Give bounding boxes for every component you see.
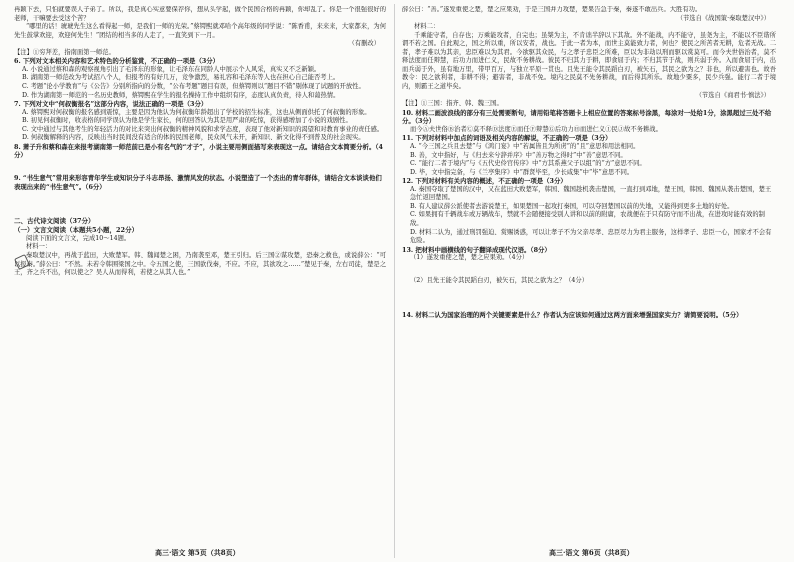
option-11c: C. “能行二者于境内”与《五代史伶官传序》中“方其系燕父子以组”的“方”意思不同。 [410,160,646,168]
page-5-column [14,6,386,542]
section-heading: 二、古代诗文阅读（37分） [14,217,95,226]
option-11d: D. 毕，文中指完备，与《兰亭集序》中“群贤毕至，少长咸集”中“毕”意思不同。 [410,168,634,176]
annotation-note: 【注】①三国：指齐、韩、魏三国。 [402,100,503,108]
option-12b: B. 有人建议薛公派使者去游说楚王，如果楚国一起攻打秦国，可以夺回楚国以前的失地，又能得到更多土地的好处。 [410,202,734,210]
instruction: 阅读下面的文言文，完成10～14题。 [26,234,131,242]
question-7: 7. 下列对文中“何叔衡报名”这部分内容，说法正确的一项是（3分） [14,100,208,109]
option-6c: C. 考题“论小学教育”与《公告》分别所指向的分数，“公布考题”题目有误，但蔡锷则以“题目不错”剔体现了试题的开放性。 [22,83,365,91]
material-1-text: 秦取楚汉中，再战于蓝田，大败楚军。韩、魏闻楚之困，乃南袭至邓，楚王引归。后三国②谋攻楚，恐秦之救也，或说薛公：“可以报秦。”薛公曰：“不然。未若令韩围梁国之中。令五国之使，三国欲伐秦，不应。不应，其欲攻之……”楚见于秦，左右司徒，楚是之王，齐之兵不出，何以使之？吴人从而得利，若使之从其人也。” [14,251,386,277]
annotation-note: 【注】①穷拜差，指南面第一师范。 [14,48,115,56]
source-note: （节选自《战国策·秦取楚汉中》） [676,14,770,22]
page-footer: 高三·语文 第5页（共8页） [155,548,240,557]
question-13-part-2: （2）且先王能令其民蹈白刃，被矢石，其民之欲为之？（4分） [410,276,589,284]
question-10-sentence: 而今Ⓐ夫世俗Ⓑ治者Ⓒ莫不释Ⓓ法度Ⓔ而任Ⓕ辩慧Ⓖ后功力Ⓗ而进仁义Ⓘ民Ⓙ故不务耕战。 [410,125,662,133]
option-6b: B. 湖南第一师范改为考试招八个人，但报考的有好几万，竞争激烈，易礼容和毛泽东等人也在担心自己能否考上。 [22,74,340,82]
option-6d: D. 作为湖南第一师范的一名历史教师，蔡锷熙在学生的报名操持工作中组织有序，态度认真负责，待人和蔼热情。 [22,91,340,99]
option-7b: B. 初见何叔衡时，收表格的同学误认为他是学生家长，何的回答认为其是用严肃的吃惊，获得感增加了小说的戏剧性。 [22,117,352,125]
option-12c: C. 如果拥有千辆战车或万辆战车，禁就不会随便接受别人讲和以前的附庸，农战便在于只有防守而不出战，在进攻时能有效的制敌。 [410,211,765,227]
passage-paragraph: “哪里的话！琥琥先生这么看得起一师，是我们一师的光荣。”蔡锷熙就邓哈个高年级的同学说：“陈香甫，来来来，大家都来，为何先生鼓掌欢迎，欢迎何先生！”团结的相当多的人走了，一直笑到下一月。 [14,23,386,39]
material-2-text: 千乘能守者，自存也；万乘能攻者，自完也；虽桀为主，不肯诎半辞以下其敌。外不能战，内不能守，虽尧为主，不能以不臣谐所谓不若之国。自此观之，国之所以重，所以安者，战也。于此一者为本，而世主莫能致力者，何也？使民之所苦者无耕，危者无战。二者，孝子难以为其亲，忠臣难以为其君。今欲驱其众民，与之孝子忠臣之所难，臣以为非劫以刑而驱以赏莫可。而今夫世俗治者，莫不释法度而任辩慧，后功力而进仁义，民故不务耕战。彼民不归其力于耕，即食屈于内；不归其节于战，则兵弱于外。入而食屈于内，出而兵弱于外，虽有地万里，带甲百万，与独立平原一贯也。且先王能令其民蹈白刃，被矢石，其民之欲为之？非也，所以避害也。故吾教令：民之欲利者，非耕不得；避害者，非战不免。境内之民莫不先务耕战，而后得其所乐。故地少粟多，民少兵强。能行二者于境内，则霸王之道毕矣。 [402,31,776,90]
source-note: （有删改） [348,40,380,48]
option-7a: A. 蔡锷熙对何叔衡的报名感到震惊，主要是因为他认为何叔衡年龄超出了学校的招生标准，这也从侧面供托了何叔衡的形象。 [22,108,371,116]
page-divider [394,4,395,558]
material-label: 材料一： [26,243,52,251]
question-12: 12. 下列对材料有关内容的概述，不正确的一项是（3分） [402,177,567,186]
option-7d: D. 何叔衡解释的内容，反映出当时民间没有适合的体的民国老师，民众风气未开，新知识、新文化得不到普及的社会现实。 [22,134,365,142]
option-11b: B. 善，文中指好，与《归去来兮辞并序》中“善万物之得时”中“善”意思不同。 [410,151,627,159]
question-11: 11. 下列对材料中加点的词语及相关内容的解说，不正确的一项是（3分） [402,134,612,143]
option-11a: A. “今三国之兵且去楚”与《鸿门宴》中“若属皆且为所虏”的“且”意思和用法相同。 [410,142,640,150]
question-13-part-1: （1）遂发重使之楚，楚之应果劝。（4分） [410,254,529,262]
question-9: 9. “书生意气”常用来形容青年学生或知识分子斗志昂扬、激情风发的状态。小说塑造了一个杰出的青年群体，请结合文本谈谈他们表现出来的“书生意气”。（6分） [14,174,382,191]
question-6: 6. 下列对文本相关内容和艺术特色的分析鉴赏，不正确的一项是（3分） [14,57,220,66]
material-1-continued: 薛公曰：“善。”遂发重使之楚，楚之应果劝，于是三国并力攻楚，楚果告急于秦，秦遂不敢出兵。大胜有功。 [402,6,702,13]
question-8: 8. 萧子升和蔡和森在来报考湖南第一师范前已是小有名气的“才子”，小说主要用侧面描写来表现这一点。请结合文本简要分析。（4分） [14,142,383,160]
question-14: 14. 材料二认为国家治理的两个关键要素是什么？作者认为应该如何通过这两方面来增强国家实力？请简要说明。（5分） [402,311,743,320]
page-footer: 高三·语文 第6页（共8页） [549,548,634,557]
option-6a: A. 小说通过蔡和森的观察视角引出了毛泽东的形象，让毛泽东在同龄人中展示个人风采，真实又不乏新颖。 [22,65,321,73]
passage-paragraph: 冉颖下去，只怕就要误人子弟了。所以，我是真心实意要保荐你，想从头学起，做个民国合格的冉颖，你却乱了。你是一个很强很好的老师，干嘛要去受这个苦？ [14,6,386,22]
option-12a: A. 秦国夺取了楚国的汉中，又在蓝田大败楚军，韩国、魏国趁机袭击楚国，一直打到邓地，楚王国，韩国、魏国从袭击楚国，楚王急忙返回楚国。 [410,185,772,202]
question-10: 10. 材料二画波浪线的部分有三处需要断句，请用铅笔将答题卡上相应位置的答案标号涂黑，每涂对一处给1分，涂黑超过三处不给分。（3分） [402,108,772,126]
material-label: 材料二： [414,23,440,31]
option-12d: D. 材料二认为，通过刑罚强迫、赏赐诱惑，可以让孝子不为父亲尽孝、忠臣尽力为君主服务，这样孝子、忠臣一心，国家才不会有危险。 [410,228,772,245]
subsection-heading: （一）文言文阅读（本题共5小题，22分） [14,226,139,235]
option-7c: C. 文中通过与其他考生的年轻活力的对比来突出何叔衡的精神风貌和求学态度，表现了他对新知识的渴望和对教育事业的责任感。 [22,125,384,133]
question-13: 13. 把材料中画横线的句子翻译成现代汉语。（8分） [402,245,551,254]
page-6-column [402,6,776,542]
source-note: （节选自《商君书·慎法》） [695,91,770,99]
